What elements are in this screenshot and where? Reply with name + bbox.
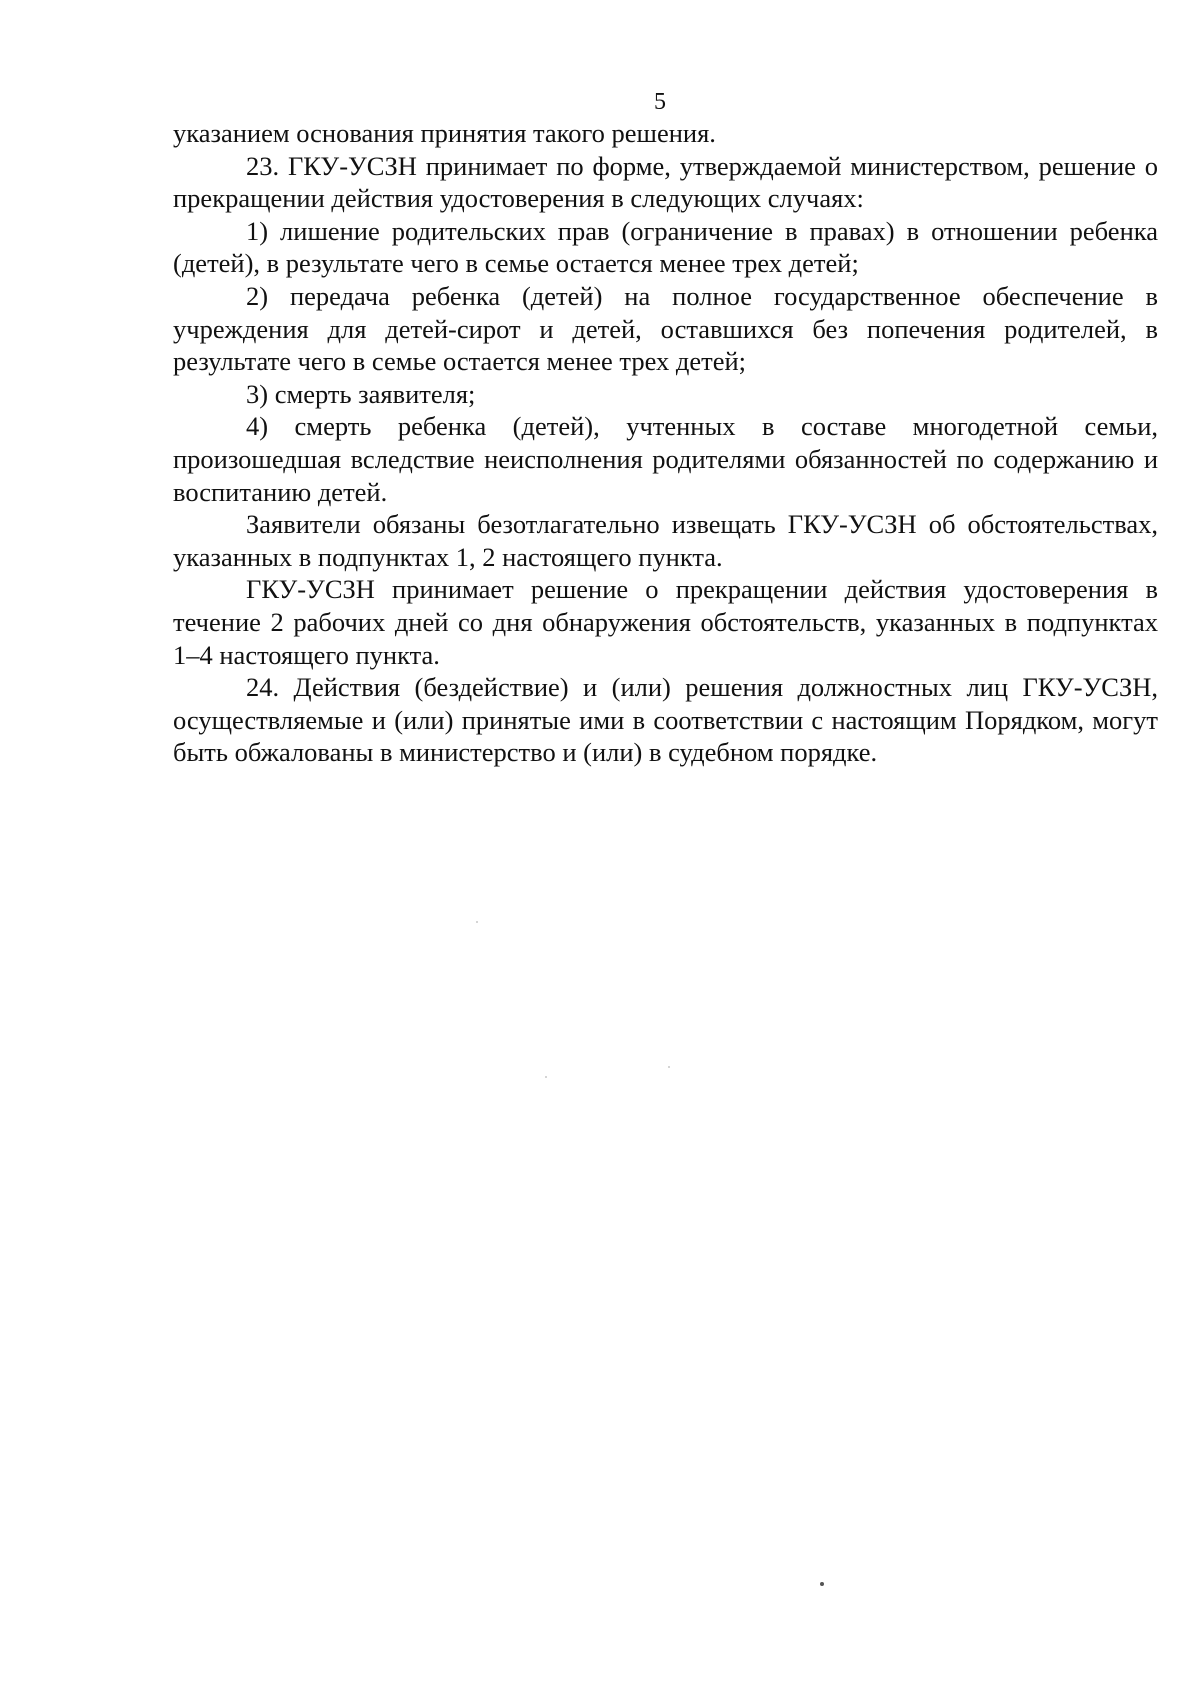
paragraph-continuation: указанием основания принятия такого решения.: [173, 118, 716, 148]
document-body: [173, 117, 1158, 769]
paragraph-subitem-1: 1) лишение родительских прав (ограничение в правах) в отношении ребенка (детей), в результате чего в семье остается менее трех детей;: [173, 215, 1158, 279]
scan-speck: [476, 921, 478, 923]
scan-speck: [545, 1076, 547, 1078]
paragraph-subitem-4: 4) смерть ребенка (детей), учтенных в составе многодетной семьи, произошедшая вследствие неисполнения родителями обязанностей по содержанию и воспитанию детей.: [173, 411, 1158, 507]
paragraph-applicants-duty: Заявители обязаны безотлагательно извещать ГКУ-УСЗН об обстоятельствах, указанных в подпунктах 1, 2 настоящего пункта.: [173, 509, 1158, 572]
scan-speck: [668, 1066, 670, 1068]
paragraph-subitem-3: 3) смерть заявителя;: [246, 378, 476, 409]
paragraph-item-24: 24. Действия (бездействие) и (или) решения должностных лиц ГКУ-УСЗН, осуществляемые и (или) принятые ими в соответствии с настоящим Порядком, могут быть обжалованы в министерство и (или) в судебном порядке.: [173, 672, 1158, 768]
paragraph-decision-term: ГКУ-УСЗН принимает решение о прекращении действия удостоверения в течение 2 рабочих дней со дня обнаружения обстоятельств, указанных в подпунктах 1–4 настоящего пункта.: [173, 574, 1158, 670]
paragraph-subitem-2: 2) передача ребенка (детей) на полное государственное обеспечение в учреждения для детей-сирот и детей, оставшихся без попечения родителей, в результате чего в семье остается менее трех детей;: [173, 280, 1158, 377]
scan-speck: [820, 1582, 824, 1586]
page-number: 5: [654, 89, 666, 115]
paragraph-item-23: 23. ГКУ-УСЗН принимает по форме, утверждаемой министерством, решение о прекращении действия удостоверения в следующих случаях:: [173, 150, 1158, 214]
